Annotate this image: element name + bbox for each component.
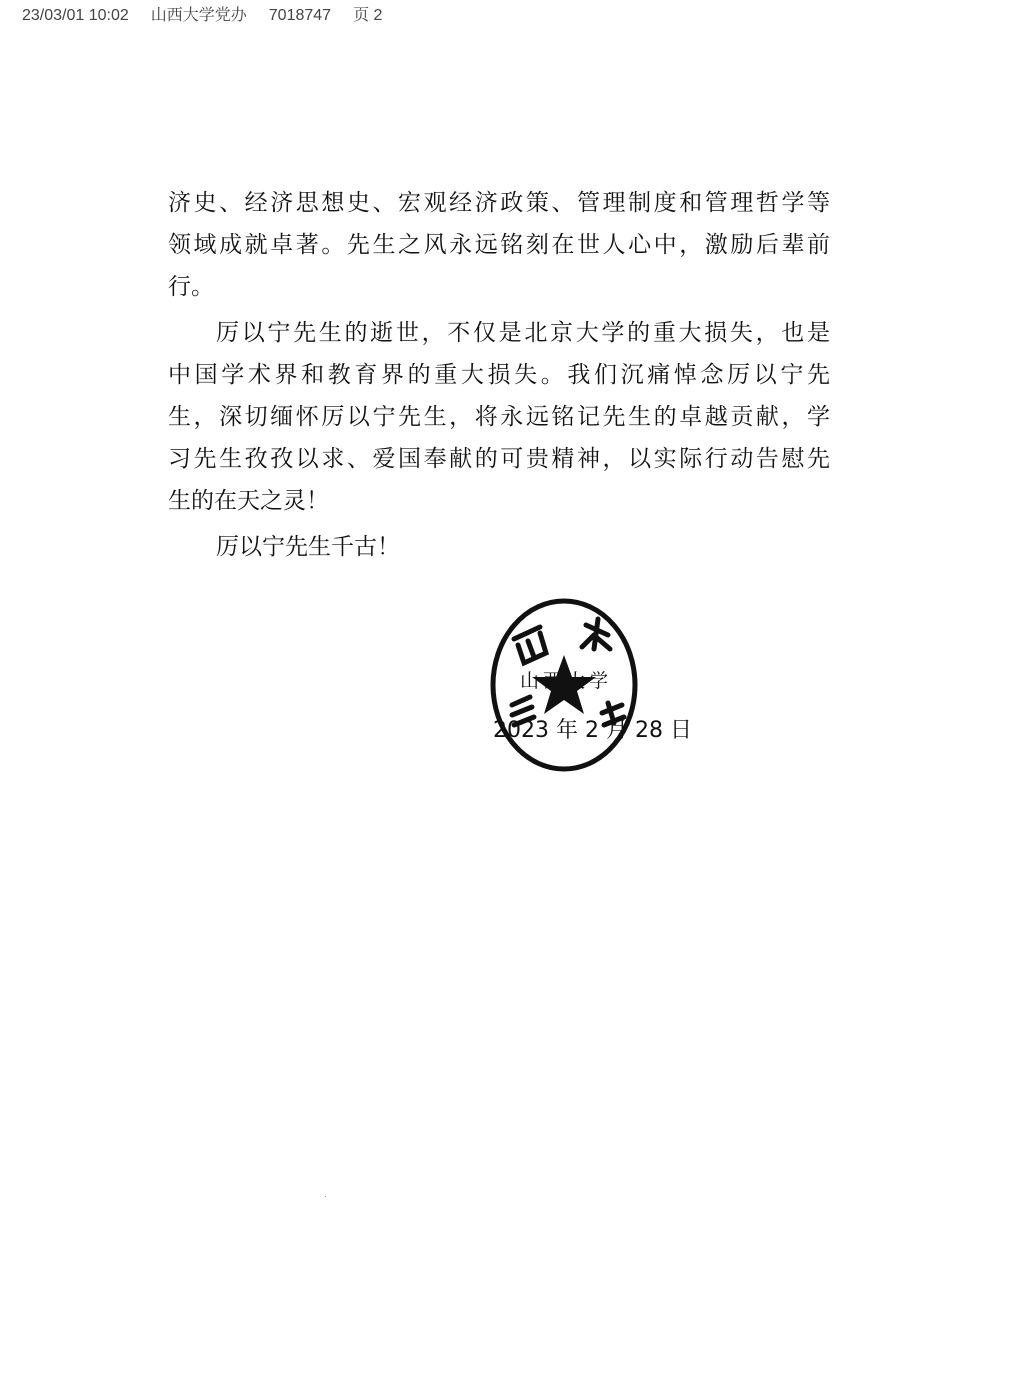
body-line: 厉以宁先生的逝世，不仅是北京大学的重大损失，也是 <box>216 320 830 346</box>
body-line: 济史、经济思想史、宏观经济政策、管理制度和管理哲学等 <box>168 190 830 216</box>
signature-org: 山西大学 <box>520 670 613 692</box>
body-line: 中国学术界和教育界的重大损失。我们沉痛悼念厉以宁先 <box>168 362 830 388</box>
fax-sender: 山西大学党办 <box>150 7 247 24</box>
scan-speck <box>325 1196 326 1197</box>
body-line: 厉以宁先生千古！ <box>216 534 400 560</box>
body-line: 生的在天之灵！ <box>168 488 329 514</box>
fax-page: 页 2 <box>353 7 383 24</box>
fax-number: 7018747 <box>268 7 332 24</box>
fax-header <box>22 2 404 25</box>
fax-datetime: 23/03/01 10:02 <box>22 7 129 24</box>
body-line: 习先生孜孜以求、爱国奉献的可贵精神，以实际行动告慰先 <box>168 446 830 472</box>
signature-date: 2023 年 2 月 28 日 <box>493 718 692 743</box>
body-line: 领域成就卓著。先生之风永远铭刻在世人心中，激励后辈前 <box>168 232 830 258</box>
letter-body <box>168 182 830 568</box>
body-line: 行。 <box>168 274 214 300</box>
body-line: 生，深切缅怀厉以宁先生，将永远铭记先生的卓越贡献，学 <box>168 404 830 430</box>
